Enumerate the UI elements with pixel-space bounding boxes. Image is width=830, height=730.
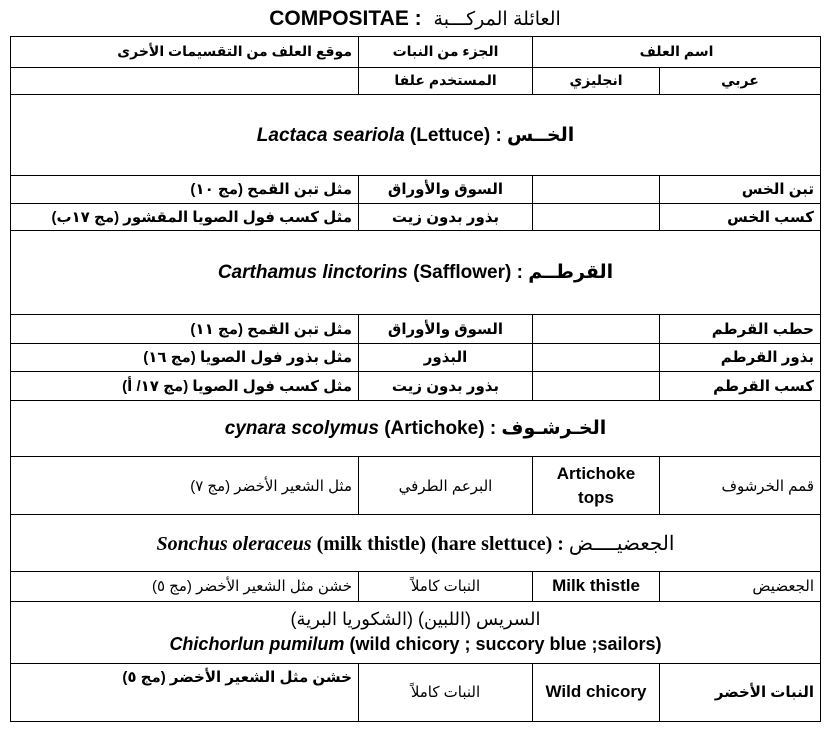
header-row — [11, 37, 821, 68]
arabic-name: الجعضيــــض — [568, 532, 675, 555]
arabic-name-cell: كسب القرطم — [660, 372, 821, 401]
table-row — [11, 457, 821, 515]
table-row — [11, 343, 821, 372]
header-plant-part-sub: المستخدم علفا — [359, 67, 533, 95]
table-row — [11, 315, 821, 344]
english-name-cell: Artichoke tops — [533, 457, 660, 515]
header-empty — [11, 67, 359, 95]
page-title — [0, 4, 830, 34]
plant-part-cell: بذور بدون زيت — [359, 203, 533, 231]
plant-part-cell: السوق والأوراق — [359, 315, 533, 344]
section-chicory — [11, 602, 821, 663]
section-title — [11, 231, 821, 315]
english-name-cell — [533, 176, 660, 204]
english-name-cell — [533, 343, 660, 372]
section-title — [11, 400, 821, 456]
section-title — [11, 602, 821, 663]
latin-name: Lactaca seariola — [256, 124, 405, 146]
table-row — [11, 203, 821, 231]
english-name-cell — [533, 315, 660, 344]
table-row — [11, 176, 821, 204]
arabic-name: السريس (اللبين) (الشكوريا البرية) — [290, 609, 541, 630]
table-row — [11, 571, 821, 602]
separator: : — [557, 532, 564, 555]
english-name-cell: Wild chicory — [533, 663, 660, 721]
title-arabic: العائلة المركـــبة — [433, 9, 561, 30]
header-arabic: عربي — [660, 67, 821, 95]
classification-cell: مثل بذور فول الصويا (مج ١٦) — [11, 343, 359, 372]
english-name-cell: Milk thistle — [533, 571, 660, 602]
arabic-name: القرطــم — [528, 262, 614, 284]
arabic-name: الخـرشـوف — [501, 418, 607, 440]
title-english: COMPOSITAE — [269, 7, 409, 30]
plant-part-cell: البرعم الطرفي — [359, 457, 533, 515]
section-title — [11, 515, 821, 571]
latin-name: cynara scolymus — [224, 418, 379, 440]
plant-part-cell: السوق والأوراق — [359, 176, 533, 204]
classification-cell: مثل كسب فول الصويا المقشور (مج ١٧ب) — [11, 203, 359, 231]
classification-cell: مثل الشعير الأخضر (مج ٧) — [11, 457, 359, 515]
feed-table — [10, 36, 821, 722]
common-name: (Artichoke) — [384, 418, 485, 440]
classification-cell: مثل تبن القمح (مج ١١) — [11, 315, 359, 344]
title-separator: : — [414, 7, 422, 30]
latin-name: Carthamus linctorins — [217, 262, 408, 284]
latin-name: Sonchus oleraceus — [156, 532, 312, 555]
english-name-cell — [533, 203, 660, 231]
classification-cell: خشن مثل الشعير الأخضر (مج ٥) — [11, 571, 359, 602]
header-feed-name: اسم العلف — [533, 37, 821, 68]
plant-part-cell: البذور — [359, 343, 533, 372]
common-name: (Safflower) — [413, 262, 512, 284]
header-english: انجليزي — [533, 67, 660, 95]
section-title — [11, 95, 821, 176]
arabic-name-cell: تبن الخس — [660, 176, 821, 204]
table-row — [11, 663, 821, 721]
plant-part-cell: بذور بدون زيت — [359, 372, 533, 401]
separator: : — [516, 262, 523, 284]
arabic-name-cell: بذور القرطم — [660, 343, 821, 372]
arabic-name-cell: كسب الخس — [660, 203, 821, 231]
arabic-name-cell: الجعضيض — [660, 571, 821, 602]
arabic-name: الخــس — [507, 124, 575, 146]
arabic-name-cell: النبات الأخضر — [660, 663, 821, 721]
classification-cell: خشن مثل الشعير الأخضر (مج ٥) — [11, 663, 359, 721]
common-name: (Lettuce) — [409, 124, 491, 146]
table-row — [11, 372, 821, 401]
section-artichoke — [11, 400, 821, 456]
section-lettuce — [11, 95, 821, 176]
arabic-name-cell: قمم الخرشوف — [660, 457, 821, 515]
plant-part-cell: النبات كاملاً — [359, 663, 533, 721]
plant-part-cell: النبات كاملاً — [359, 571, 533, 602]
header-subrow — [11, 67, 821, 95]
classification-cell: مثل كسب فول الصويا (مج ١٧/ أ) — [11, 372, 359, 401]
header-classification: موقع العلف من التقسيمات الأخرى — [11, 37, 359, 68]
section-safflower — [11, 231, 821, 315]
arabic-name-cell: حطب القرطم — [660, 315, 821, 344]
common-name: (wild chicory ; succory blue ;sailors) — [349, 634, 662, 655]
classification-cell: مثل تبن القمح (مج ١٠) — [11, 176, 359, 204]
english-name-cell — [533, 372, 660, 401]
separator: : — [489, 418, 497, 440]
latin-name: Chichorlun pumilum — [169, 634, 345, 655]
section-sonchus — [11, 515, 821, 571]
common-name: (milk thistle) (hare slettuce) — [316, 532, 553, 555]
header-plant-part: الجزء من النبات — [359, 37, 533, 68]
separator: : — [495, 124, 502, 146]
